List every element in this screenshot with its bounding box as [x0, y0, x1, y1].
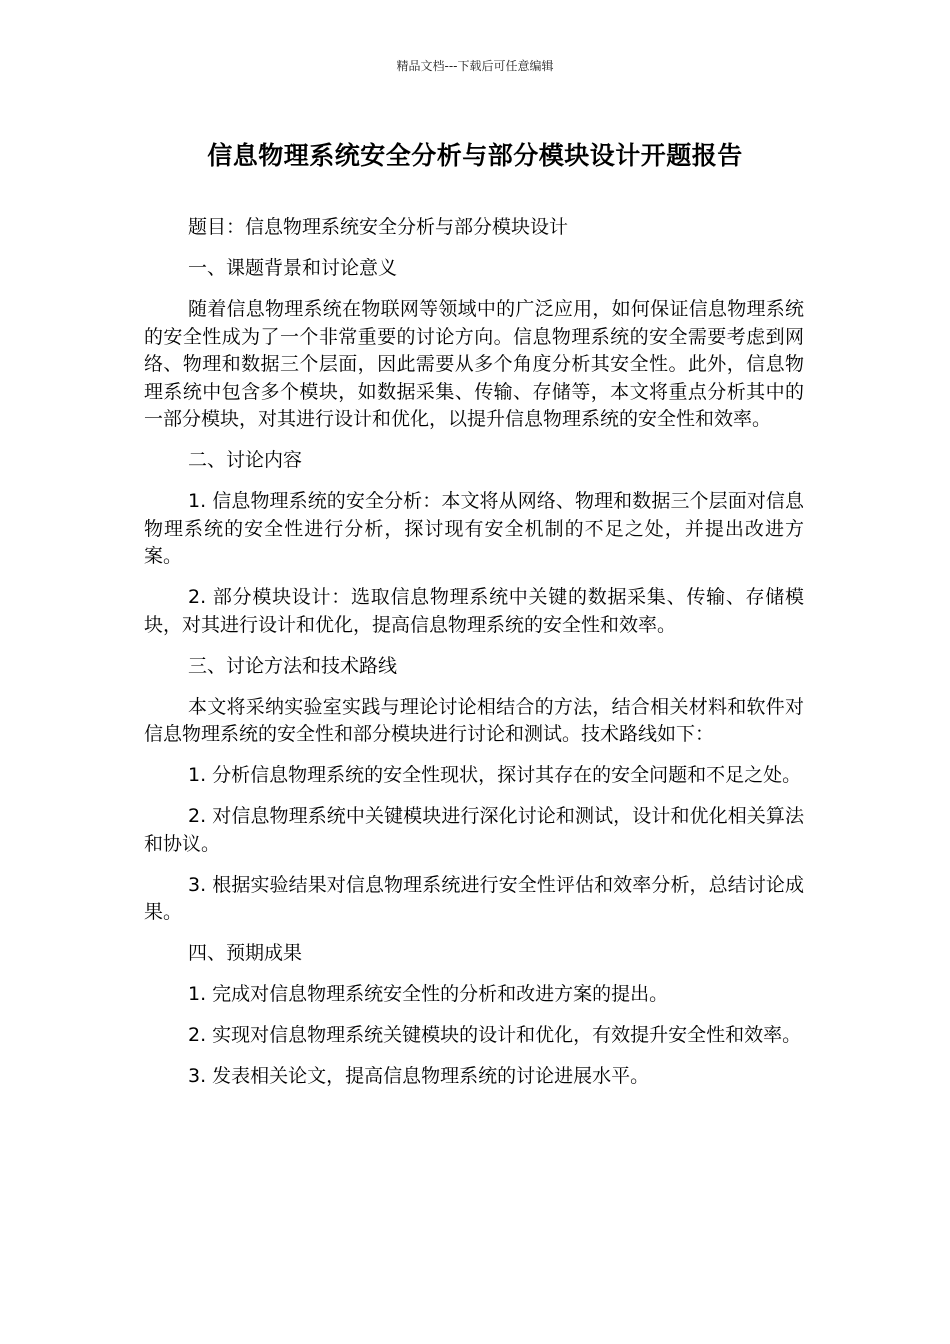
section-heading-outcomes: 四、预期成果 [188, 942, 303, 964]
document-body [144, 214, 804, 1104]
method-step-1: 1. 分析信息物理系统的安全性现状，探讨其存在的安全问题和不足之处。 [188, 764, 802, 786]
document-title: 信息物理系统安全分析与部分模块设计开题报告 [207, 141, 743, 170]
topic-line: 题目：信息物理系统安全分析与部分模块设计 [188, 216, 569, 238]
content-item-1: 1. 信息物理系统的安全分析：本文将从网络、物理和数据三个层面对信息物理系统的安全性进行分析，探讨现有安全机制的不足之处，并提出改进方案。 [144, 490, 804, 567]
paragraph-background: 随着信息物理系统在物联网等领域中的广泛应用，如何保证信息物理系统的安全性成为了一个非常重要的讨论方向。信息物理系统的安全需要考虑到网络、物理和数据三个层面，因此需要从多个角度分析其安全性。此外，信息物理系统中包含多个模块，如数据采集、传输、存储等，本文将重点分析其中的一部分模块，对其进行设计和优化，以提升信息物理系统的安全性和效率。 [144, 298, 804, 430]
paragraph-method: 本文将采纳实验室实践与理论讨论相结合的方法，结合相关材料和软件对信息物理系统的安全性和部分模块进行讨论和测试。技术路线如下： [144, 695, 804, 745]
outcome-item-3: 3. 发表相关论文，提高信息物理系统的讨论进展水平。 [188, 1065, 650, 1087]
outcome-item-1: 1. 完成对信息物理系统安全性的分析和改进方案的提出。 [188, 983, 669, 1005]
section-heading-method: 三、讨论方法和技术路线 [188, 654, 398, 677]
method-step-2: 2. 对信息物理系统中关键模块进行深化讨论和测试，设计和优化相关算法和协议。 [144, 805, 804, 855]
outcome-item-2: 2. 实现对信息物理系统关键模块的设计和优化，有效提升安全性和效率。 [188, 1024, 802, 1046]
section-heading-background: 一、课题背景和讨论意义 [188, 257, 398, 279]
method-step-3: 3. 根据实验结果对信息物理系统进行安全性评估和效率分析，总结讨论成果。 [144, 873, 804, 923]
section-heading-content: 二、讨论内容 [188, 449, 303, 471]
content-item-2: 2. 部分模块设计：选取信息物理系统中关键的数据采集、传输、存储模块，对其进行设计和优化，提高信息物理系统的安全性和效率。 [144, 586, 804, 636]
header-note: 精品文档---下载后可任意编辑 [396, 59, 554, 73]
